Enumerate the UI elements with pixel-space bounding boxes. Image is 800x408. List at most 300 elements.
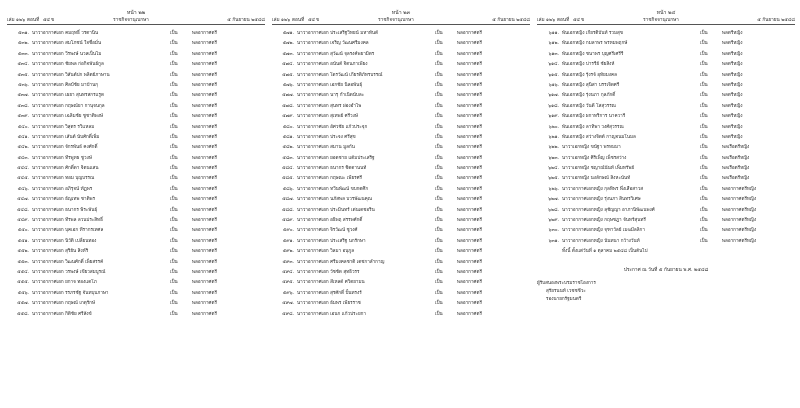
item-name: พันเอกหญิง เกียรติบันท์ รวมสุข: [562, 31, 623, 36]
item-name: นาวาอากาศเอก ประเสริฐ นกรักษา: [297, 238, 366, 244]
item-status: เป็น: [700, 207, 708, 213]
list-item: [7, 143, 265, 153]
header-part-number: ๕๔: [308, 18, 316, 23]
list-item: [7, 216, 265, 226]
item-name: นาวาอากาศเอก จักรพันธ์ คงศักดิ์: [32, 145, 98, 151]
item-name: พันเอกหญิง ลาทิพา วงศ์สุวรรณ: [562, 124, 624, 130]
item-rank: พลอากาศตรี: [192, 124, 217, 130]
list-item: [272, 185, 530, 195]
item-number: ๕๗๗.: [282, 93, 294, 99]
list-item: [272, 39, 530, 49]
list-item: [537, 216, 795, 226]
item-number: ๖๑๙.: [548, 114, 559, 120]
item-number: ๕๔๘.: [17, 207, 29, 213]
item-name: นาวาอากาศเอกหญิง รุ่งนภา สินทรวิเศษ: [562, 197, 641, 203]
item-name: นาวาอากาศเอก สุวัฒน์ จุลรงค์พยามิตร: [297, 51, 375, 57]
list-item: [7, 310, 265, 320]
item-rank: พลอากาศตรี: [192, 259, 217, 265]
effective-date-note: ทั้งนี้ ตั้งแต่วันที่ ๑ ตุลาคม ๒๕๔๘ เป็นต้นไป: [562, 249, 648, 255]
item-name: นาวาอากาศเอก อธิพฤ สรรพศักดิ์: [297, 218, 363, 224]
list-item: [7, 133, 265, 143]
item-rank: พลอากาศตรี: [457, 311, 482, 317]
header-part-label: ตอนที่: [557, 18, 570, 23]
list-item: [272, 216, 530, 226]
item-name: นาวาอากาศเอกหญิง นันทนา กว้างวันท์: [562, 238, 640, 244]
item-name: พันเอกหญิง ผกาทริการ นาควารี: [562, 114, 626, 120]
item-rank: พลอากาศตรีหญิง: [722, 238, 757, 244]
item-name: นาวาอากาศเอกหญิง จุฑาวัลย์ เมฆมีลลิกา: [562, 228, 645, 234]
header-part-label: ตอนที่: [27, 18, 40, 23]
header-kind: ข: [51, 18, 55, 23]
item-name: นาวาอากาศเอก ชัยพล ก่อกิจพันธ์กูล: [32, 62, 104, 68]
gazette-page-1: [7, 10, 265, 406]
item-status: เป็น: [435, 197, 443, 203]
item-rank: พลตรีหญิง: [722, 114, 743, 120]
list-item: [537, 112, 795, 122]
item-number: ๕๘๗.: [282, 197, 294, 203]
item-number: ๖๑๘.: [548, 103, 559, 109]
item-status: เป็น: [435, 176, 443, 182]
item-number: ๖๒๑.: [548, 134, 559, 140]
item-name: นาวาอากาศเอก บุคเอก ทีรากรเทศล: [32, 228, 104, 234]
appointment-list: [272, 29, 530, 320]
header-vol-label: เล่ม: [7, 18, 15, 23]
item-name: นาวาอากาศเอก อภิรุจน์ ทัฏพร: [32, 186, 93, 192]
list-item: [537, 143, 795, 153]
item-status: เป็น: [435, 259, 443, 265]
item-rank: พลอากาศตรี: [457, 124, 482, 130]
item-rank: พลเรือตรีหญิง: [722, 176, 750, 182]
list-item: [7, 299, 265, 309]
list-item: [537, 206, 795, 216]
item-status: เป็น: [700, 93, 708, 99]
header-vol-number: ๑๒๖: [546, 18, 556, 23]
header-gazette-name: ราชกิจจานุเบกษา: [378, 18, 414, 23]
item-number: ๕๙๓.: [282, 259, 294, 265]
item-rank: พลอากาศตรี: [457, 197, 482, 203]
item-name: นาวาอากาศเอก วิลมา อนุกูล: [297, 249, 355, 255]
appointment-list: [537, 29, 795, 305]
item-status: เป็น: [170, 290, 178, 296]
header-kind: ข: [316, 18, 320, 23]
item-number: ๕๗๔.: [282, 62, 294, 68]
item-number: ๕๗๖.: [282, 82, 294, 88]
item-name: นาวาอากาศเอก นารุ กำเนิดนับละ: [297, 93, 365, 99]
item-number: ๖๑๑.: [548, 31, 559, 36]
item-number: ๕๗๙.: [282, 114, 294, 120]
list-item: [272, 143, 530, 153]
item-rank: พลตรีหญิง: [722, 62, 743, 68]
item-status: เป็น: [170, 186, 178, 192]
list-item: [272, 258, 530, 268]
item-number: ๕๓๒.: [17, 41, 29, 47]
item-number: ๕๔๐.: [17, 124, 29, 130]
list-item: [272, 289, 530, 299]
item-status: เป็น: [170, 311, 178, 317]
list-item: [7, 50, 265, 60]
item-status: เป็น: [700, 51, 708, 57]
item-name: นาวาอากาศเอก จิรวัฒน์ ชูวงศ์: [297, 228, 358, 234]
item-status: เป็น: [170, 166, 178, 172]
item-name: พันเอกหญิง รุ้งรจ์ อุทัยมงคล: [562, 72, 617, 78]
item-name: นาวาอากาศเอก เอกชัย นิลอพันธุ์: [297, 82, 363, 88]
item-number: ๕๗๑.: [282, 31, 294, 36]
item-number: ๖๑๓.: [548, 51, 559, 57]
list-item: [537, 81, 795, 91]
list-item: [7, 81, 265, 91]
item-name: นาวาอากาศเอก ทอม บุญบรรณ: [32, 176, 95, 182]
item-number: ๕๕๘.: [17, 311, 29, 317]
item-status: เป็น: [170, 62, 178, 68]
item-rank: พลอากาศตรี: [457, 249, 482, 255]
item-number: ๕๓๗.: [17, 93, 29, 99]
item-name: นาวาอากาศเอก คมฤทธิ์ วรตานิน: [32, 31, 99, 36]
item-number: ๕๙๘.: [282, 311, 294, 317]
list-item: [7, 39, 265, 49]
item-number: ๕๕๕.: [17, 280, 29, 286]
item-rank: พลอากาศตรี: [457, 31, 482, 36]
item-rank: พลอากาศตรี: [457, 280, 482, 286]
item-rank: พลตรีหญิง: [722, 41, 743, 47]
page-number: [537, 10, 795, 17]
page-number: [7, 10, 265, 17]
item-name: นาวาอากาศเอก ประเสริฐวิทยน์ มหาทันต์: [297, 31, 378, 36]
item-number: ๖๑๖.: [548, 82, 559, 88]
gazette-page-2: [272, 10, 530, 406]
item-status: เป็น: [170, 82, 178, 88]
item-number: ๖๓๑.: [548, 238, 559, 244]
item-name: นาวาอากาศเอก สุริยัน สิงห์ริ: [32, 249, 89, 255]
item-name: นาวาอากาศเอก นิวัติ เปลี่ยนทอง: [32, 238, 97, 244]
item-status: เป็น: [700, 114, 708, 120]
item-rank: พลอากาศตรี: [192, 93, 217, 99]
item-name: นาวาอากาศเอก ทวีนพัฒน์ ขบกตศึก: [297, 186, 369, 192]
item-status: เป็น: [435, 238, 443, 244]
item-number: ๕๓๕.: [17, 72, 29, 78]
item-rank: พลอากาศตรีหญิง: [722, 186, 757, 192]
item-status: เป็น: [435, 218, 443, 224]
item-rank: พลอากาศตรี: [192, 301, 217, 307]
item-name: นาวาอากาศเอก เผยา สุนทรสกรแรูด: [32, 93, 104, 99]
item-status: เป็น: [700, 103, 708, 109]
item-rank: พลอากาศตรีหญิง: [722, 228, 757, 234]
item-status: เป็น: [170, 93, 178, 99]
item-rank: พลอากาศตรี: [457, 269, 482, 275]
page-number: [272, 10, 530, 17]
list-item: [7, 154, 265, 164]
header-date: ๕ กันยายน ๒๕๔๘: [757, 18, 795, 23]
item-name: นาวาเอกหญิง ชญาณ์นันท์ เพ็มทรัพย์: [562, 166, 635, 172]
item-status: เป็น: [435, 51, 443, 57]
item-number: ๕๘๑.: [282, 134, 294, 140]
list-item: [537, 123, 795, 133]
item-name: นาวาอากาศเอกหญิง ลุชัญญา อาภานิพัฒนพงศ์: [562, 207, 655, 213]
header-gazette-name: ราชกิจจานุเบกษา: [643, 18, 679, 23]
item-status: เป็น: [435, 145, 443, 151]
item-status: เป็น: [700, 166, 708, 172]
item-rank: พลอากาศตรี: [457, 62, 482, 68]
list-item: [272, 174, 530, 184]
item-name: นาวาอากาศเอก ธัมพร เพียรราช: [297, 301, 361, 307]
item-number: ๕๔๙.: [17, 218, 29, 224]
item-rank: พลตรีหญิง: [722, 82, 743, 88]
item-rank: พลตรีหญิง: [722, 31, 743, 36]
item-number: ๖๑๗.: [548, 93, 559, 99]
item-rank: พลอากาศตรี: [457, 207, 482, 213]
item-number: ๕๙๐.: [282, 228, 294, 234]
item-rank: พลอากาศตรี: [457, 290, 482, 296]
item-rank: พลอากาศตรี: [457, 134, 482, 140]
item-rank: พลอากาศตรี: [457, 155, 482, 161]
item-rank: พลอากาศตรี: [457, 218, 482, 224]
item-number: ๕๓๓.: [17, 51, 29, 57]
item-number: ๖๒๒.: [548, 145, 559, 151]
item-status: เป็น: [435, 186, 443, 192]
list-item: [537, 91, 795, 101]
list-item: [272, 278, 530, 288]
item-number: ๕๓๖.: [18, 82, 29, 88]
item-number: ๕๙๕.: [282, 280, 294, 286]
item-name: นาวาอากาศเอก อนันต์ จิตนภาเพียง: [297, 62, 368, 68]
list-item: [537, 174, 795, 184]
page-number-text: หน้า ๒๓: [391, 10, 411, 16]
item-rank: พลอากาศตรี: [457, 238, 482, 244]
item-status: เป็น: [435, 249, 443, 255]
page-number-text: หน้า ๒๔: [656, 10, 676, 16]
list-item: [7, 226, 265, 236]
item-name: พันเอกหญิง สว่างจิตต์ กาญจนมโนมล: [562, 134, 636, 140]
item-number: ๖๑๕.: [548, 72, 559, 78]
list-item: [272, 310, 530, 320]
countersigner-title: รองนายกรัฐมนตรี: [546, 297, 582, 303]
item-rank: พลตรีหญิง: [722, 134, 743, 140]
header-vol-label: เล่ม: [272, 18, 280, 23]
item-rank: พลเรือตรีหญิง: [722, 155, 750, 161]
item-rank: พลอากาศตรี: [192, 62, 217, 68]
countersign-label: ผู้รับสนองพระบรมราชโองการ: [537, 280, 596, 286]
item-number: ๖๒๐.: [548, 124, 559, 130]
item-status: เป็น: [700, 31, 708, 36]
item-rank: พลอากาศตรีหญิง: [722, 218, 757, 224]
item-name: นาวาอากาศเอก สมโภชน์ ใจชื่อมั่น: [32, 41, 102, 47]
list-item: [7, 289, 265, 299]
list-item: [7, 164, 265, 174]
item-number: ๖๒๔.: [548, 166, 559, 172]
item-number: ๕๗๒.: [282, 41, 294, 47]
list-item: [272, 247, 530, 257]
item-number: ๖๓๐.: [548, 228, 559, 234]
item-number: ๕๔๑.: [17, 134, 29, 140]
item-rank: พลอากาศตรี: [192, 311, 217, 317]
item-status: เป็น: [170, 114, 178, 120]
item-number: ๕๙๒.: [282, 249, 294, 255]
item-status: เป็น: [435, 41, 443, 47]
list-item: [7, 278, 265, 288]
item-name: พันเอกหญิง สุนิสา บรรเจิดศรี: [562, 82, 620, 88]
header-vol-number: ๑๒๖: [16, 18, 26, 23]
item-rank: พลอากาศตรี: [192, 238, 217, 244]
item-rank: พลอากาศตรี: [457, 301, 482, 307]
item-rank: พลอากาศตรี: [192, 166, 217, 172]
item-status: เป็น: [700, 41, 708, 47]
item-name: นาวาอากาศเอก เจริญ วัฒนศรีมงคล: [297, 41, 369, 47]
item-rank: พลอากาศตรี: [192, 31, 217, 36]
item-name: นาวาอากาศเอก ทีรพล ลวนประสิทธิ์: [32, 218, 103, 224]
item-status: เป็น: [170, 197, 178, 203]
item-name: นาวาอากาศเอก สุรศักดิ์ ปั้นทรงร์: [297, 290, 362, 296]
item-number: ๖๒๗.: [548, 197, 559, 203]
item-number: ๕๗๘.: [282, 103, 294, 109]
list-item: [272, 133, 530, 143]
list-item: [272, 195, 530, 205]
list-item: [7, 195, 265, 205]
item-status: เป็น: [700, 62, 708, 68]
item-rank: พลอากาศตรี: [192, 269, 217, 275]
item-name: นาวาอากาศเอก วิสุตร รวิแหลม: [32, 124, 95, 130]
item-status: เป็น: [170, 41, 178, 47]
list-item: [537, 226, 795, 236]
item-rank: พลอากาศตรี: [192, 218, 217, 224]
item-name: นาวาอากาศเอก วัชชัด สุทธิวรร: [297, 269, 360, 275]
item-number: ๕๘๓.: [282, 155, 294, 161]
list-item: [272, 102, 530, 112]
item-rank: พลอากาศตรี: [457, 145, 482, 151]
list-item: [272, 60, 530, 70]
list-item: [537, 50, 795, 60]
item-status: เป็น: [435, 207, 443, 213]
item-name: นาวาอากาศเอก เส้นต์ นับศักดิ์เพิ่ม: [32, 134, 100, 140]
list-item: [272, 206, 530, 216]
item-name: นาวาอากาศเอก วิสันต์ปก พลิตย์ภาษาน: [32, 72, 110, 78]
item-number: ๕๗๕.: [282, 72, 294, 78]
item-name: พันเอกหญิง วันดี โสสุวรรณ: [562, 103, 616, 109]
item-name: พันเอกหญิง ปารรีย์ ชัยสิงห์: [562, 62, 615, 68]
item-number: ๕๕๒.: [17, 249, 29, 255]
item-status: เป็น: [700, 238, 708, 244]
list-item: [272, 91, 530, 101]
list-item: [272, 81, 530, 91]
item-rank: พลอากาศตรี: [457, 186, 482, 192]
item-name: นาวาอากาศเอก ธนากร พิระพันธุ์: [32, 207, 98, 213]
item-status: เป็น: [170, 31, 178, 36]
item-status: เป็น: [700, 72, 708, 78]
item-name: นาวาอากาศเอก ยกาจ ทองแดโภ: [32, 280, 97, 286]
item-name: นาวาอากาศเอก อัศวชัย แก้วประจุก: [297, 124, 368, 130]
item-number: ๕๙๖.: [282, 290, 294, 296]
item-number: ๕๓๑.: [18, 31, 29, 36]
item-number: ๕๘๖.: [282, 186, 294, 192]
item-number: ๕๘๘.: [281, 207, 294, 213]
list-item: [272, 164, 530, 174]
item-number: ๕๕๓.: [17, 259, 29, 265]
item-number: ๕๙๔.: [282, 269, 294, 275]
item-status: เป็น: [170, 280, 178, 286]
item-status: เป็น: [700, 218, 708, 224]
item-number: ๕๔๕.: [17, 176, 29, 182]
item-number: ๕๕๖.: [17, 290, 29, 296]
header-part-number: ๕๔: [43, 18, 51, 23]
list-item: [7, 71, 265, 81]
item-status: เป็น: [700, 124, 708, 130]
item-name: นาวาอากาศเอกหญิง กฤษชฎา จันทร์สุนทรี: [562, 218, 646, 224]
list-item: [537, 154, 795, 164]
item-name: นาวาอากาศเอก กฤษณ์ เกตุรักษ์: [32, 301, 95, 307]
item-name: นาวาอากาศเอก สุนทร ผ่องอำไพ: [297, 103, 362, 109]
item-rank: พลอากาศตรี: [192, 290, 217, 296]
item-number: ๖๒๘.: [548, 207, 559, 213]
item-name: นาวาอากาศเอก ธนากร ชิดดานนท์: [297, 166, 367, 172]
item-name: นาวาอากาศเอก เอนก แก้วประยกา: [297, 311, 367, 317]
item-name: นาวาอากาศเอก สุเทพย์ ศรีวงษ์: [297, 114, 358, 120]
item-name: นาวาอากาศเอก ประมินทร์ เด่นเดชอริน: [297, 207, 375, 213]
item-number: ๕๔๗.: [17, 197, 29, 203]
item-name: นาวาอากาศเอก โดรวัฒน์ เกียรติภัทรบรรณ์: [297, 72, 383, 78]
item-name: นาวาอากาศเอก ประจง ศรีสุข: [297, 134, 356, 140]
item-status: เป็น: [435, 290, 443, 296]
item-name: นาวาเอกหญิง ขนัฐา พรหมมา: [562, 145, 621, 151]
item-name: นาวาเอกหญิง นงลักษณ์ สิงหะนันท์: [562, 176, 631, 182]
list-item: [7, 268, 265, 278]
item-rank: พลอากาศตรี: [192, 114, 217, 120]
item-status: เป็น: [170, 72, 178, 78]
item-rank: พลอากาศตรี: [192, 176, 217, 182]
list-item: [7, 237, 265, 247]
page-number-text: หน้า ๒๒: [126, 10, 146, 16]
item-number: ๖๑๔.: [548, 62, 559, 68]
item-name: นาวาอากาศเอก นภัสพล บวรพัฒนคุณ: [297, 197, 372, 203]
item-status: เป็น: [170, 155, 178, 161]
item-rank: พลเรือตรีหญิง: [722, 145, 750, 151]
item-status: เป็น: [170, 228, 178, 234]
item-name: นาวาอากาศเอก กฤษณ์ยา กานุจนกุล: [32, 103, 105, 109]
list-item: [272, 226, 530, 236]
item-status: เป็น: [435, 31, 443, 36]
item-rank: พลเรือตรีหญิง: [722, 166, 750, 172]
header-gazette-name: ราชกิจจานุเบกษา: [113, 18, 149, 23]
item-rank: พลอากาศตรี: [192, 197, 217, 203]
item-number: ๕๔๔.: [17, 166, 29, 172]
item-rank: พลอากาศตรี: [457, 228, 482, 234]
list-item: [7, 102, 265, 112]
item-rank: พลตรีหญิง: [722, 103, 743, 109]
item-number: ๕๙๗.: [282, 301, 294, 307]
list-item: [272, 71, 530, 81]
item-number: ๕๘๐.: [282, 124, 294, 130]
list-item: [272, 154, 530, 164]
list-item: [272, 123, 530, 133]
list-item: [537, 39, 795, 49]
item-name: นาวาอากาศเอก ธัญเทพ ชาติพร: [32, 197, 96, 203]
list-item: [7, 123, 265, 133]
item-rank: พลอากาศตรี: [192, 145, 217, 151]
item-number: ๕๗๓.: [282, 51, 294, 57]
item-status: เป็น: [435, 134, 443, 140]
item-number: ๕๕๔.: [17, 269, 29, 275]
item-status: เป็น: [435, 269, 443, 275]
item-status: เป็น: [170, 124, 178, 130]
item-status: เป็น: [170, 103, 178, 109]
item-rank: พลตรีหญิง: [722, 51, 743, 57]
item-status: เป็น: [170, 238, 178, 244]
item-rank: พลอากาศตรี: [457, 51, 482, 57]
item-rank: พลอากาศตรี: [192, 103, 217, 109]
item-name: พันเอกหญิง รุ่งนภา กุลภักดิ์: [562, 93, 616, 99]
item-status: เป็น: [170, 51, 178, 57]
item-name: นาวาอากาศเอก ศรีมงคลชาติ เดชกาลำกาญ: [297, 259, 385, 265]
list-item: [272, 237, 530, 247]
item-number: ๖๒๖.: [548, 186, 559, 192]
item-status: เป็น: [700, 176, 708, 182]
